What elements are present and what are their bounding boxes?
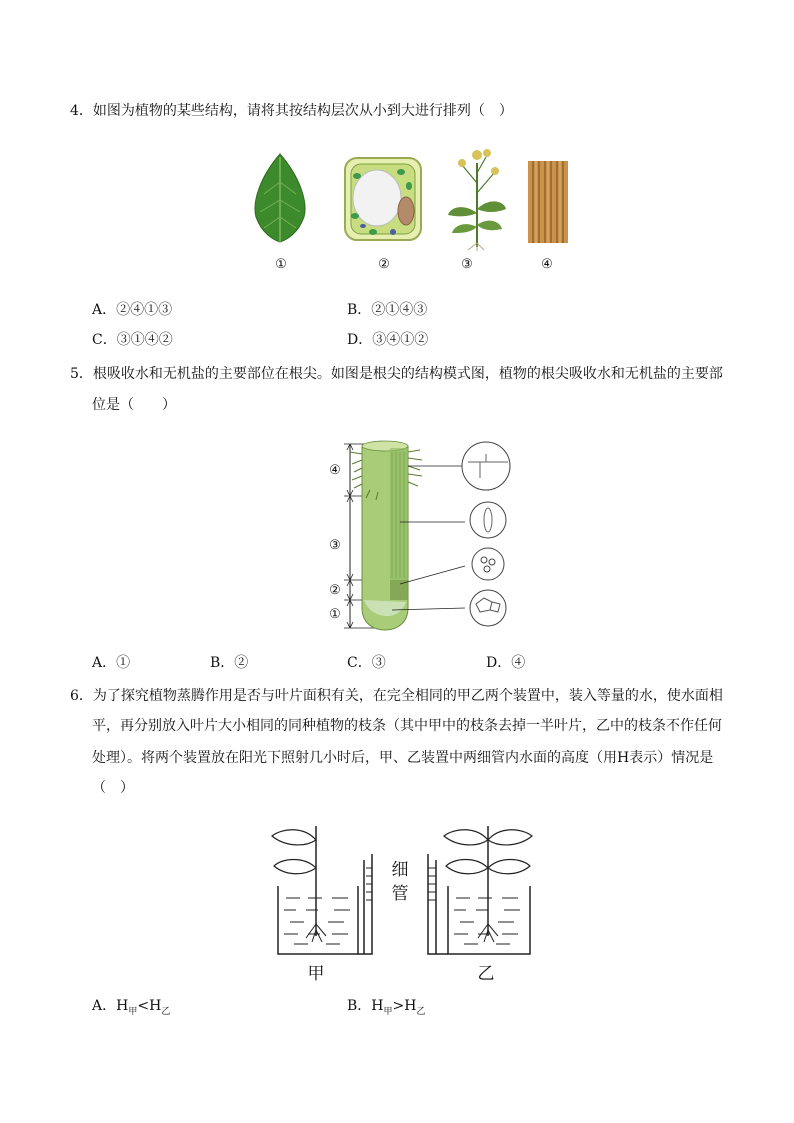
- q5-option-a[interactable]: A．①: [92, 655, 131, 671]
- q6-option-b-prefix: B．: [347, 998, 372, 1014]
- q5-label-3: ③: [329, 538, 341, 553]
- right-apparatus-label: 乙: [477, 964, 495, 984]
- q6-option-b-h2: H: [404, 998, 417, 1014]
- q6-option-a-op: <: [137, 998, 150, 1014]
- root-tip-figure: [320, 440, 520, 632]
- q6-option-b-h1: H: [371, 998, 384, 1014]
- q6-option-a-prefix: A．: [92, 998, 117, 1014]
- q5-label-2: ②: [329, 583, 341, 598]
- q5-option-c[interactable]: C．③: [347, 655, 386, 671]
- q5-stem-line-1: 5．根吸收水和无机盐的主要部位在根尖。如图是根尖的结构模式图，植物的根尖吸收水和无机盐的主要部: [70, 366, 723, 382]
- plant-cell-figure: [343, 156, 423, 242]
- q4-option-b[interactable]: B．②①④③: [347, 302, 428, 318]
- q4-option-d[interactable]: D．③④①②: [347, 332, 429, 348]
- q6-stem-line-4: （ ）: [92, 780, 134, 796]
- q5-option-b[interactable]: B．②: [210, 655, 249, 671]
- q4-caption-4: ④: [541, 257, 553, 272]
- flowering-plant-figure: [444, 143, 510, 251]
- q6-stem-line-1: 6．为了探究植物蒸腾作用是否与叶片面积有关，在完全相同的甲乙两个装置中，装入等量的水，使水面相: [70, 688, 723, 704]
- transpiration-apparatus-figure: [260, 820, 550, 990]
- q6-option-a-h1: H: [116, 998, 129, 1014]
- q6-option-b-sub1: 甲: [383, 1006, 393, 1017]
- q4-caption-3: ③: [461, 257, 473, 272]
- q6-option-b-sub2: 乙: [416, 1006, 426, 1017]
- q6-stem-line-2: 平，再分别放入叶片大小相同的同种植物的枝条（其中甲中的枝条去掉一半叶片，乙中的枝条不作任何: [92, 718, 722, 734]
- q6-option-a-h2: H: [149, 998, 162, 1014]
- q6-option-a-sub2: 乙: [161, 1006, 171, 1017]
- stem-tissue-figure: [527, 160, 569, 244]
- q6-option-b[interactable]: [347, 996, 426, 1022]
- q5-option-d[interactable]: D．④: [486, 655, 526, 671]
- q4-caption-1: ①: [275, 257, 287, 272]
- leaf-figure: [250, 152, 310, 244]
- q6-stem-line-3: 处理）。将两个装置放在阳光下照射几小时后，甲、乙装置中两细管内水面的高度（用H表示）情况是: [92, 750, 714, 766]
- q4-option-a[interactable]: A．②④①③: [92, 302, 173, 318]
- tube-label-2: 管: [391, 884, 409, 904]
- q6-option-b-op: >: [392, 998, 405, 1014]
- tube-label-1: 细: [391, 860, 409, 880]
- q4-option-c[interactable]: C．③①④②: [92, 332, 173, 348]
- q5-label-4: ④: [329, 463, 341, 478]
- q5-stem-line-2: 位是（ ）: [92, 397, 176, 413]
- left-apparatus-label: 甲: [307, 964, 325, 984]
- q5-label-1: ①: [329, 607, 341, 622]
- q4-stem: 4．如图为植物的某些结构，请将其按结构层次从小到大进行排列（ ）: [70, 103, 513, 119]
- q4-caption-2: ②: [378, 257, 390, 272]
- q6-option-a[interactable]: [92, 996, 170, 1022]
- q6-option-a-sub1: 甲: [128, 1006, 138, 1017]
